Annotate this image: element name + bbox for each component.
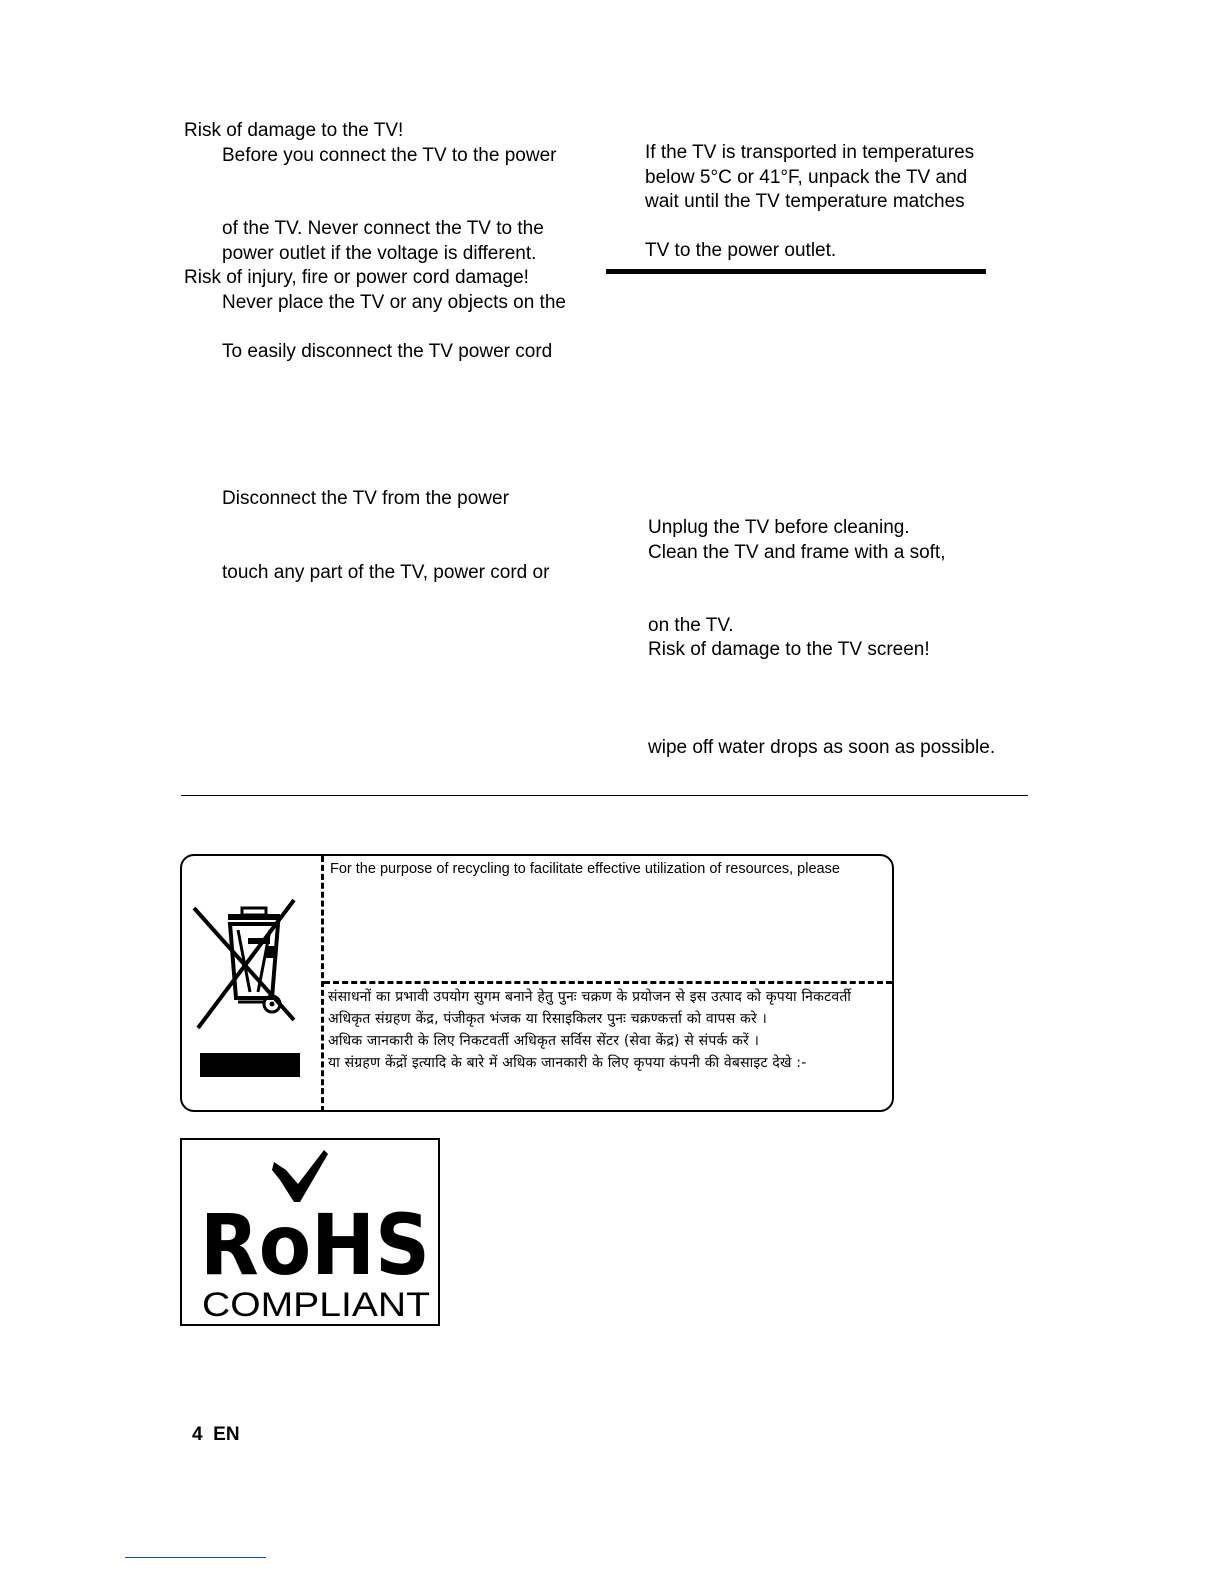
never-place-text: Never place the TV or any objects on the xyxy=(222,292,566,313)
weee-hindi-line3: अधिक जानकारी के लिए निकटवर्ती अधिकृत सर्विस सेंटर (सेवा केंद्र) से संपर्क करें । xyxy=(328,1033,760,1049)
unplug-text: Unplug the TV before cleaning. xyxy=(648,517,910,538)
transport-text-line1: If the TV is transported in temperatures xyxy=(645,142,975,163)
page-number-value: 4 xyxy=(192,1424,203,1445)
rohs-compliant-logo xyxy=(180,1138,440,1326)
risk-damage-heading: Risk of damage to the TV! xyxy=(184,120,404,141)
connect-text-line3: power outlet if the voltage is different. xyxy=(222,243,537,264)
wipe-text: wipe off water drops as soon as possible. xyxy=(648,737,996,758)
weee-hindi-line1: संसाधनों का प्रभावी उपयोग सुगम बनाने हेतु पुनः चक्रण के प्रयोजन से इस उत्पाद को कृपया निकटवर्ती xyxy=(328,989,852,1005)
checkmark-icon xyxy=(272,1150,328,1202)
transport-text-line2: below 5°C or 41°F, unpack the TV and xyxy=(645,167,968,188)
bin-underline-bar xyxy=(200,1053,300,1077)
section-divider-thin xyxy=(181,795,1028,796)
page-language: EN xyxy=(213,1424,240,1445)
rohs-mark-text: RoHS xyxy=(200,1196,430,1294)
rohs-compliant-text: COMPLIANT xyxy=(202,1286,430,1324)
clean-text: Clean the TV and frame with a soft, xyxy=(648,542,946,563)
connect-text-line2: of the TV. Never connect the TV to the xyxy=(222,218,544,239)
risk-injury-heading: Risk of injury, fire or power cord damage! xyxy=(184,267,529,288)
weee-recycling-notice xyxy=(180,854,894,1112)
risk-screen-heading: Risk of damage to the TV screen! xyxy=(648,639,930,660)
vertical-dashed-divider xyxy=(321,856,324,1112)
on-tv-text: on the TV. xyxy=(648,615,734,636)
weee-english-text: For the purpose of recycling to facilitate effective utilization of resources, please xyxy=(330,861,840,877)
touch-part-text: touch any part of the TV, power cord or xyxy=(222,562,550,583)
weee-hindi-line4: या संग्रहण केंद्रों इत्यादि के बारे में अधिक जानकारी के लिए कृपया कंपनी की वेबसाइट देखे :- xyxy=(328,1055,807,1071)
horizontal-dashed-divider xyxy=(324,981,892,984)
transport-text-line3: wait until the TV temperature matches xyxy=(645,191,965,212)
crossed-out-wheelie-bin-icon xyxy=(190,896,300,1051)
transport-text-line4: TV to the power outlet. xyxy=(645,240,837,261)
section-divider-thick xyxy=(606,269,986,274)
weee-hindi-line2: अधिकृत संग्रहण केंद्र, पंजीकृत भंजक या रिसाइकिलर पुनः चक्रण्कर्त्ता को वापस करे । xyxy=(328,1011,768,1027)
disconnect-cord-text: To easily disconnect the TV power cord xyxy=(222,341,553,362)
footer-link-underline[interactable] xyxy=(125,1557,266,1558)
page-number xyxy=(192,1423,240,1447)
connect-text-line1: Before you connect the TV to the power xyxy=(222,145,557,166)
disconnect-power-text: Disconnect the TV from the power xyxy=(222,488,509,509)
